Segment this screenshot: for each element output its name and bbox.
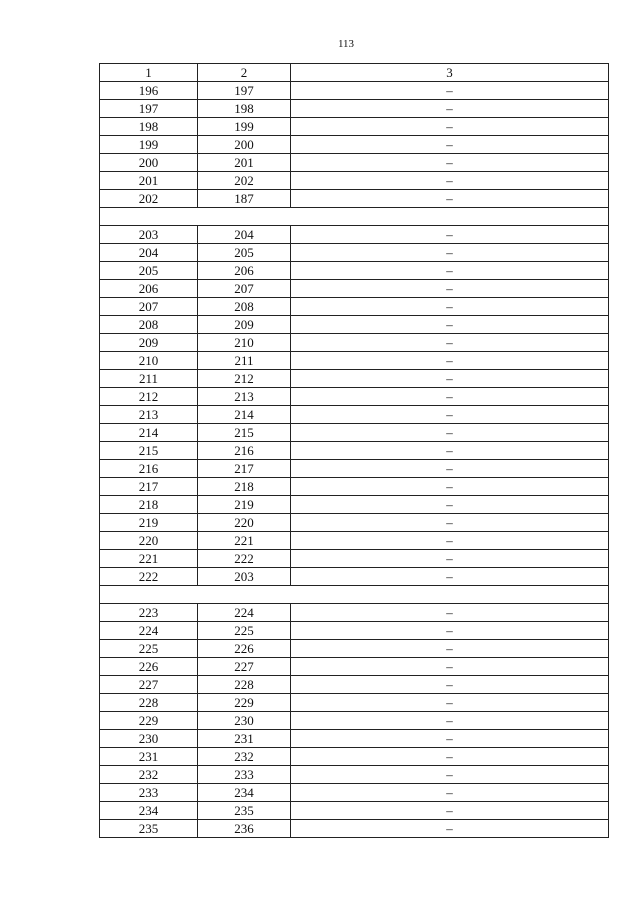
table-row [100,658,609,676]
table-cell-col-3: – [291,514,609,532]
table-cell-col-3: – [291,496,609,514]
table-row [100,820,609,838]
table-cell-col-3: – [291,802,609,820]
table-cell-col-2: 235 [198,802,291,820]
table-cell-col-3: – [291,820,609,838]
table-cell-col-2: 215 [198,424,291,442]
table-row [100,442,609,460]
table-cell-col-3: – [291,190,609,208]
table-row [100,460,609,478]
table-cell-col-2: 205 [198,244,291,262]
table-cell-col-3: – [291,568,609,586]
table-cell-col-3: – [291,280,609,298]
table-cell-col-3: – [291,766,609,784]
table-row [100,100,609,118]
table-cell-col-1: 217 [100,478,198,496]
table-cell-col-1: 224 [100,622,198,640]
table-row [100,730,609,748]
table-row [100,316,609,334]
table-row [100,226,609,244]
table-row [100,748,609,766]
table-cell-col-3: – [291,352,609,370]
table-cell-col-3: – [291,262,609,280]
table-cell-col-2: 206 [198,262,291,280]
table-row [100,136,609,154]
table-cell-col-2: 221 [198,532,291,550]
table-row [100,334,609,352]
table-cell-col-1: 220 [100,532,198,550]
table-cell-col-2: 198 [198,100,291,118]
table-cell-col-1: 221 [100,550,198,568]
table-cell-col-2: 234 [198,784,291,802]
table-row [100,532,609,550]
table-cell-col-2: 210 [198,334,291,352]
page-number: 113 [337,38,355,50]
table-cell-col-2: 201 [198,154,291,172]
table-cell-col-2: 187 [198,190,291,208]
table-cell-col-3: – [291,154,609,172]
table-cell-col-3: – [291,226,609,244]
table-cell-col-3: – [291,694,609,712]
table-cell-col-2: 214 [198,406,291,424]
table-cell-col-1: 229 [100,712,198,730]
table-row [100,154,609,172]
table-cell-col-2: 231 [198,730,291,748]
table-row [100,370,609,388]
table-cell-col-1: 208 [100,316,198,334]
table-cell-col-1: 213 [100,406,198,424]
table-cell-col-1: 203 [100,226,198,244]
table-row [100,406,609,424]
table-cell-col-2: 213 [198,388,291,406]
table-cell-col-1: 231 [100,748,198,766]
table-cell-col-2: 220 [198,514,291,532]
table-cell-col-3: – [291,298,609,316]
table-cell-col-1: 211 [100,370,198,388]
table-row [100,388,609,406]
table-cell-col-1: 214 [100,424,198,442]
table-row [100,280,609,298]
table-row [100,262,609,280]
table-cell-col-2: 233 [198,766,291,784]
table-cell-col-1: 225 [100,640,198,658]
separator-cell [100,586,609,604]
table-cell-col-2: 211 [198,352,291,370]
table-cell-col-3: – [291,406,609,424]
table-cell-col-1: 197 [100,100,198,118]
table-cell-col-3: – [291,622,609,640]
table-cell-col-3: – [291,424,609,442]
table-cell-col-1: 218 [100,496,198,514]
table-cell-col-1: 210 [100,352,198,370]
table-cell-col-3: – [291,748,609,766]
table-cell-col-2: 222 [198,550,291,568]
table-row [100,478,609,496]
table-row [100,568,609,586]
table-row [100,640,609,658]
table-cell-col-1: 204 [100,244,198,262]
table-row [100,712,609,730]
table-cell-col-3: – [291,730,609,748]
table-body [100,82,609,838]
table-cell-col-1: 202 [100,190,198,208]
table-cell-col-2: 202 [198,172,291,190]
table-cell-col-2: 203 [198,568,291,586]
table-cell-col-2: 229 [198,694,291,712]
table-cell-col-1: 201 [100,172,198,190]
table-cell-col-2: 228 [198,676,291,694]
table-row [100,694,609,712]
block-separator-row [100,208,609,226]
table-cell-col-3: – [291,136,609,154]
table-cell-col-3: – [291,604,609,622]
table-cell-col-3: – [291,100,609,118]
table-row [100,676,609,694]
table-cell-col-2: 225 [198,622,291,640]
table-cell-col-3: – [291,316,609,334]
table-cell-col-1: 226 [100,658,198,676]
table-cell-col-1: 228 [100,694,198,712]
table-row [100,190,609,208]
table-row [100,82,609,100]
header-col-3: 3 [291,64,609,82]
table-cell-col-2: 199 [198,118,291,136]
table-row [100,496,609,514]
table-row [100,604,609,622]
table-row [100,622,609,640]
table-cell-col-2: 218 [198,478,291,496]
table-cell-col-1: 216 [100,460,198,478]
table-header [100,64,609,82]
table-cell-col-2: 230 [198,712,291,730]
table-cell-col-1: 219 [100,514,198,532]
table-cell-col-3: – [291,172,609,190]
table-cell-col-1: 196 [100,82,198,100]
table-cell-col-2: 219 [198,496,291,514]
table-row [100,172,609,190]
table-cell-col-3: – [291,550,609,568]
table-cell-col-1: 205 [100,262,198,280]
table-cell-col-1: 209 [100,334,198,352]
table-row [100,784,609,802]
table-cell-col-3: – [291,82,609,100]
table-cell-col-1: 233 [100,784,198,802]
table-row [100,514,609,532]
table-cell-col-2: 209 [198,316,291,334]
table-cell-col-3: – [291,658,609,676]
table-cell-col-2: 204 [198,226,291,244]
table-cell-col-1: 200 [100,154,198,172]
header-col-2: 2 [198,64,291,82]
table-cell-col-2: 200 [198,136,291,154]
table-cell-col-2: 236 [198,820,291,838]
table-cell-col-2: 208 [198,298,291,316]
table-cell-col-1: 207 [100,298,198,316]
table-cell-col-3: – [291,334,609,352]
header-row [100,64,609,82]
table-row [100,424,609,442]
table-cell-col-3: – [291,244,609,262]
table-cell-col-1: 230 [100,730,198,748]
table-row [100,766,609,784]
table-cell-col-1: 227 [100,676,198,694]
table-cell-col-3: – [291,370,609,388]
table-cell-col-2: 216 [198,442,291,460]
table-row [100,244,609,262]
header-col-1: 1 [100,64,198,82]
table-cell-col-3: – [291,460,609,478]
table-cell-col-1: 235 [100,820,198,838]
table-cell-col-2: 224 [198,604,291,622]
table-cell-col-1: 206 [100,280,198,298]
table-cell-col-3: – [291,640,609,658]
table-row [100,298,609,316]
table-cell-col-3: – [291,478,609,496]
separator-cell [100,208,609,226]
table-cell-col-1: 232 [100,766,198,784]
table-cell-col-1: 234 [100,802,198,820]
table-cell-col-1: 222 [100,568,198,586]
table-cell-col-2: 212 [198,370,291,388]
table-cell-col-3: – [291,442,609,460]
table-row [100,118,609,136]
table-cell-col-1: 215 [100,442,198,460]
table-cell-col-1: 198 [100,118,198,136]
table-cell-col-3: – [291,532,609,550]
table-cell-col-3: – [291,784,609,802]
table-cell-col-1: 223 [100,604,198,622]
table-cell-col-3: – [291,712,609,730]
table-cell-col-1: 212 [100,388,198,406]
table-row [100,802,609,820]
table-cell-col-3: – [291,118,609,136]
table-cell-col-3: – [291,388,609,406]
data-table [99,63,609,838]
table-cell-col-3: – [291,676,609,694]
table-row [100,352,609,370]
table-cell-col-2: 197 [198,82,291,100]
block-separator-row [100,586,609,604]
table-cell-col-1: 199 [100,136,198,154]
table-row [100,550,609,568]
table-cell-col-2: 227 [198,658,291,676]
table-cell-col-2: 226 [198,640,291,658]
table-cell-col-2: 232 [198,748,291,766]
table-cell-col-2: 217 [198,460,291,478]
table-cell-col-2: 207 [198,280,291,298]
